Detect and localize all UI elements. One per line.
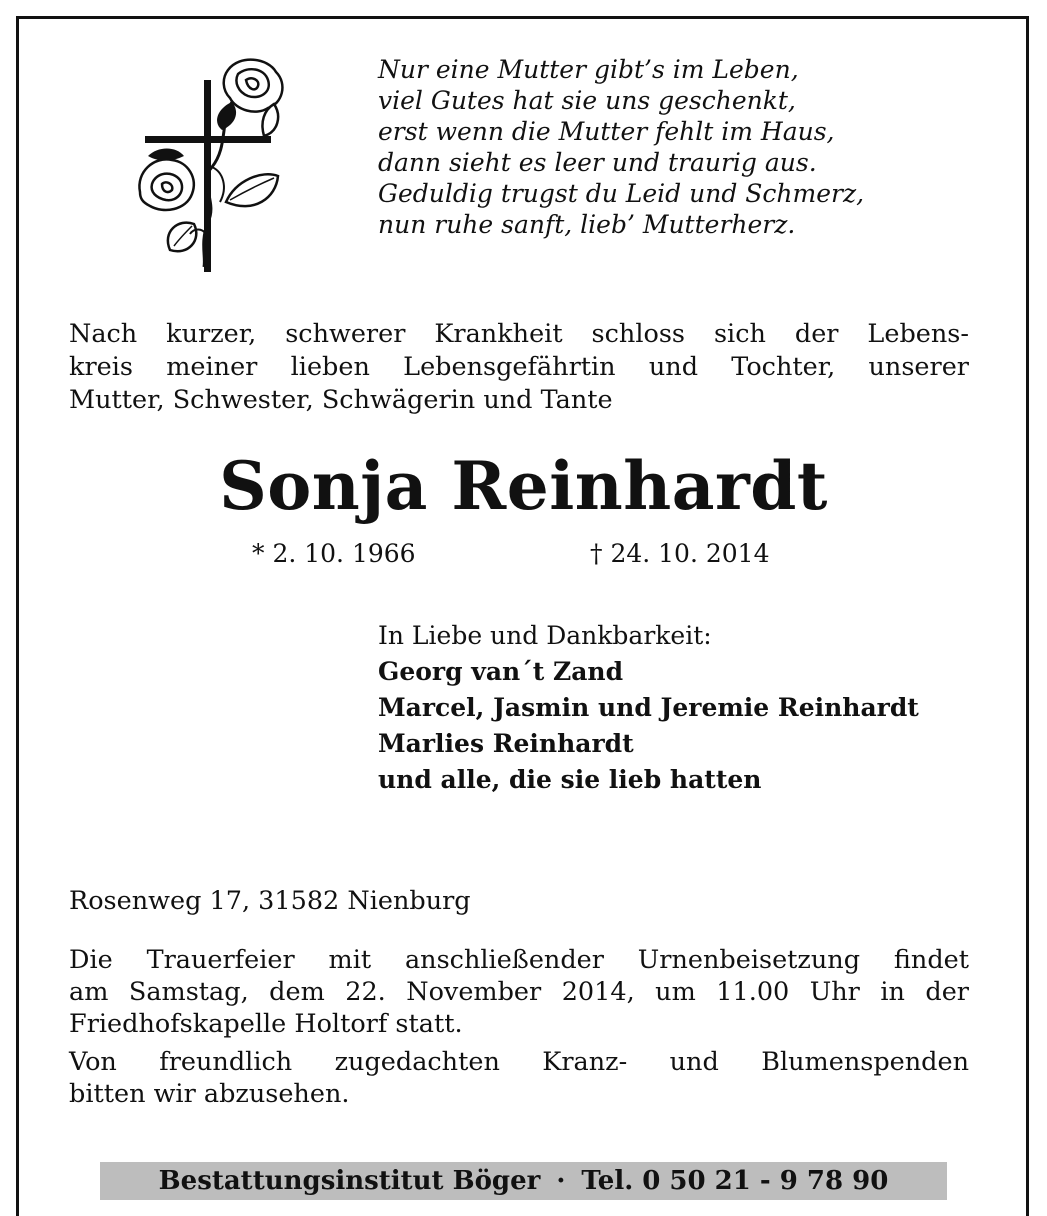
birth-date: * 2. 10. 1966 — [252, 539, 416, 568]
company-name: Bestattungsinstitut Böger — [158, 1166, 541, 1196]
footer-bar — [100, 1162, 947, 1200]
poem-line: viel Gutes hat sie uns geschenkt, — [378, 86, 796, 115]
intro-line: Nach kurzer, schwerer Krankheit schloss sich der Lebens- — [69, 319, 969, 349]
intro-text — [69, 318, 969, 417]
mourner-name: und alle, die sie lieb hatten — [378, 765, 762, 794]
service-line: Die Trauerfeier mit anschließender Urnenbeisetzung findet — [69, 945, 969, 975]
mourner-name: Georg van´t Zand — [378, 657, 624, 686]
service-paragraph — [69, 944, 969, 1040]
poem-line: Geduldig trugst du Leid und Schmerz, — [378, 179, 865, 208]
poem — [378, 54, 988, 240]
intro-line: Mutter, Schwester, Schwägerin und Tante — [69, 385, 613, 415]
poem-line: nun ruhe sanft, lieb’ Mutterherz. — [378, 210, 796, 239]
poem-line: erst wenn die Mutter fehlt im Haus, — [378, 117, 835, 146]
mourners-heading: In Liebe und Dankbarkeit: — [378, 621, 712, 650]
intro-line: kreis meiner lieben Lebensgefährtin und Tochter, unserer — [69, 352, 969, 382]
service-line: Von freundlich zugedachten Kranz- und Blumenspenden — [69, 1047, 969, 1077]
mourners-block — [378, 618, 919, 798]
service-line: Friedhofskapelle Holtorf statt. — [69, 1009, 463, 1039]
service-info — [69, 944, 969, 1116]
separator: · — [556, 1166, 566, 1196]
service-line: bitten wir abzusehen. — [69, 1079, 350, 1109]
poem-line: dann sieht es leer und traurig aus. — [378, 148, 817, 177]
donation-paragraph — [69, 1046, 969, 1110]
deceased-name: Sonja Reinhardt — [219, 447, 828, 525]
cross-with-roses-icon — [128, 52, 298, 276]
phone-number: Tel. 0 50 21 - 9 78 90 — [581, 1166, 889, 1196]
poem-line: Nur eine Mutter gibt’s im Leben, — [378, 55, 799, 84]
service-line: am Samstag, dem 22. November 2014, um 11.00 Uhr in der — [69, 977, 969, 1007]
death-date: † 24. 10. 2014 — [590, 539, 770, 568]
mourner-name: Marcel, Jasmin und Jeremie Reinhardt — [378, 693, 919, 722]
mourner-name: Marlies Reinhardt — [378, 729, 634, 758]
address: Rosenweg 17, 31582 Nienburg — [69, 886, 471, 916]
